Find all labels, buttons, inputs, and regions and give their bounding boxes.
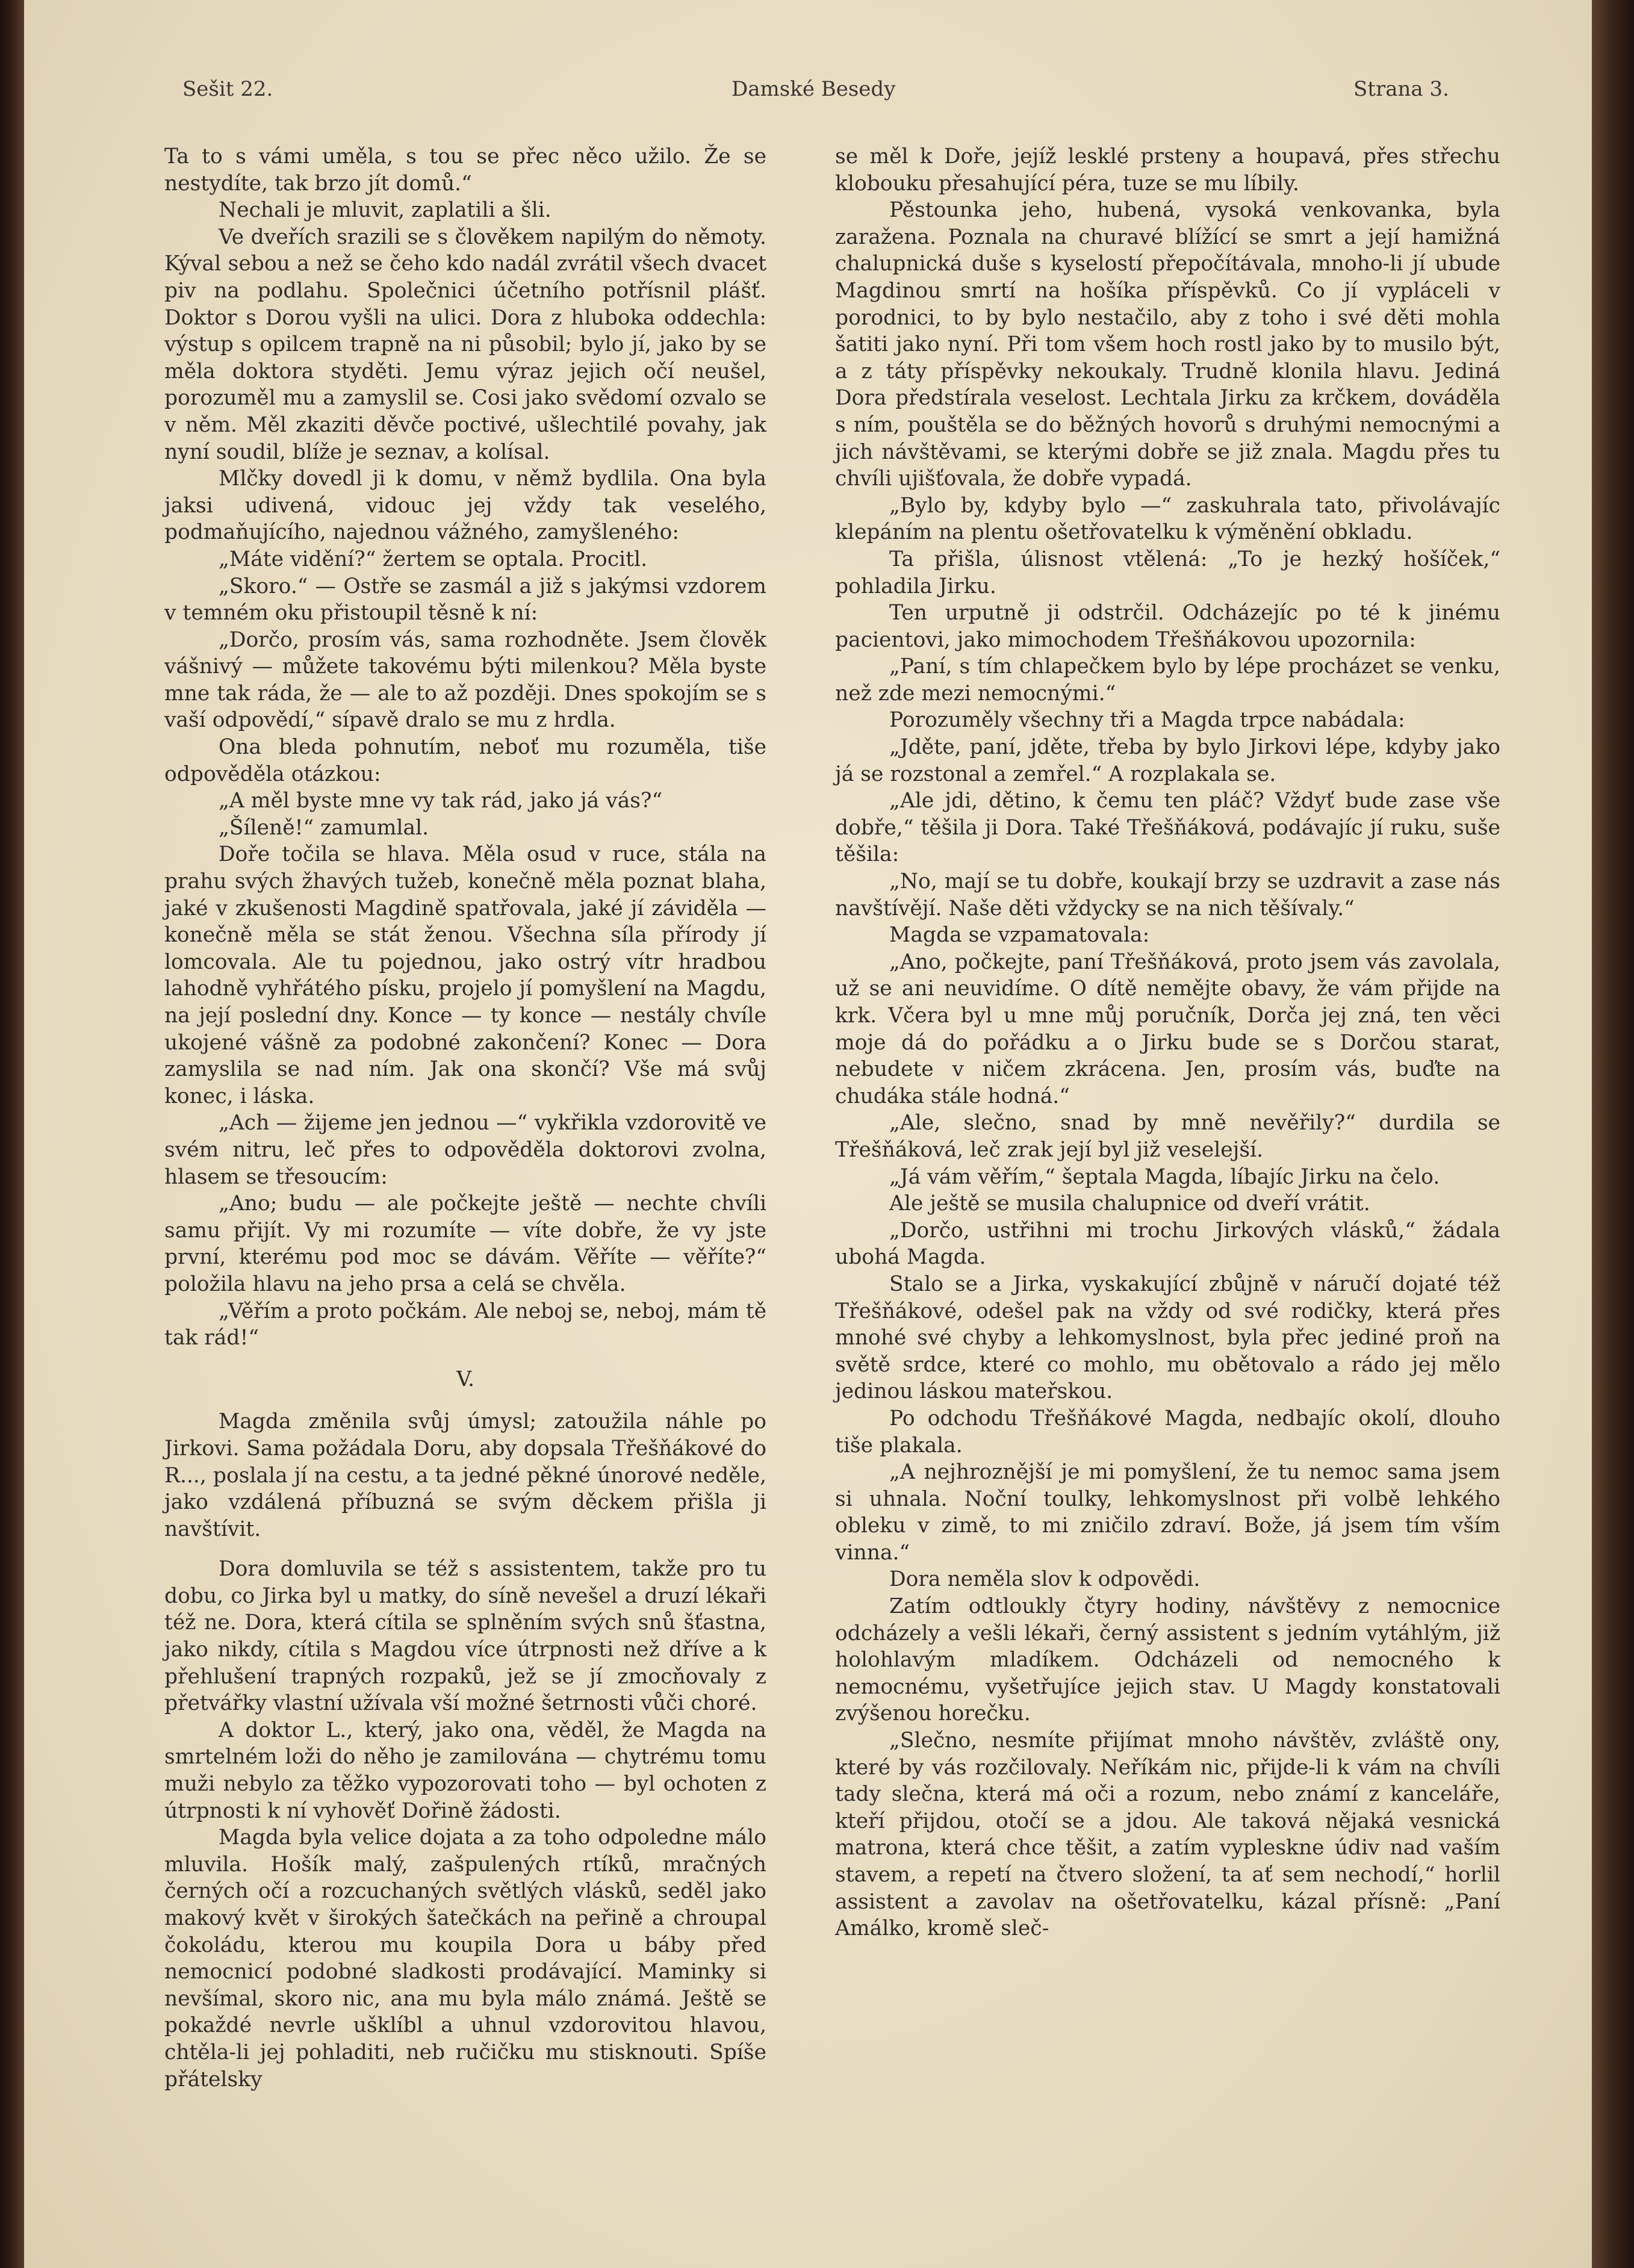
paragraph: „Ach — žijeme jen jednou —“ vykřikla vzdorovitě ve svém nitru, leč přes to odpověděla doktorovi zvolna, hlasem se třesoucím: [164,1111,766,1189]
right-column [835,143,1500,1942]
paragraph: Pěstounka jeho, hubená, vysoká venkovanka, byla zaražena. Poznala na churavé blížící se smrt a její hamižná chalupnická duše s kyselostí přepočítávala, mnoho-li jí ubude Magdinou smrtí na hošíka příspěvků. Co jí vypláceli v porodnici, to by bylo nestačilo, aby z toho i své děti mohla šatiti jako nyní. Při tom všem hoch rostl jako by to musilo být, a z táty příspěvky nekoukaly. Trudně klonila hlavu. Jediná Dora předstírala veselost. Lechtala Jirku za krčkem, dováděla s ním, pouštěla se do běžných hovorů s druhými nemocnými a jich návštěvami, se kterými dobře se již znala. Magdu přes tu chvíli ujišťovala, že dobře vypadá. [835,198,1500,491]
paragraph: „Dorčo, prosím vás, sama rozhodněte. Jsem člověk vášnivý — můžete takovému býti milenkou? Měla byste mne tak ráda, že — ale to až později. Dnes spokojím se s vaší odpovědí,“ sípavě dralo se mu z hrdla. [164,627,766,733]
paragraph: Ale ještě se musila chalupnice od dveří vrátit. [889,1191,1370,1216]
page-number: Strana 3. [1353,77,1449,101]
paragraph: Porozuměly všechny tři a Magda trpce nabádala: [889,708,1405,733]
paragraph: Ta přišla, úlisnost vtělená: „To je hezký hošíček,“ pohladila Jirku. [835,547,1500,598]
paragraph: Magda byla velice dojata a za toho odpoledne málo mluvila. Hošík malý, zašpulených rtíků, mračných černých očí a rozcuchaných světlých vlásků, seděl jako makový květ v širokých šatečkách na peřině a chroupal čokoládu, kterou mu koupila Dora u báby před nemocnicí podobné sladkosti prodávající. Maminky si nevšímal, skoro nic, ana mu byla málo známá. Ještě se pokaždé nevrle ušklíbl a uhnul vzdorovitou hlavou, chtěla-li jej pohladiti, neb ručičku mu stisknouti. Spíše přátelsky [164,1825,766,2092]
paragraph: Magda změnila svůj úmysl; zatoužila náhle po Jirkovi. Sama požádala Doru, aby dopsala Třešňákové do R..., poslala jí na cestu, a ta jedné pěkné únorové neděle, jako vzdálená příbuzná se svým děckem přišla ji navštívit. [164,1409,766,1541]
paragraph: se měl k Doře, jejíž lesklé prsteny a houpavá, přes střechu klobouku přesahující péra, tuze se mu líbily. [835,144,1500,196]
magazine-title: Damské Besedy [732,77,896,101]
paragraph: Po odchodu Třešňákové Magda, nedbajíc okolí, dlouho tiše plakala. [835,1406,1500,1458]
paragraph: Zatím odtloukly čtyry hodiny, návštěvy z nemocnice odcházely a vešli lékaři, černý assistent s jedním vytáhlým, již holohlavým mladíkem. Odcházeli od nemocného k nemocnému, vyšetřujíce jejich stav. U Magdy konstatovali zvýšenou horečku. [835,1594,1500,1726]
paragraph: „Věřím a proto počkám. Ale neboj se, neboj, mám tě tak rád!“ [164,1299,766,1350]
page [24,0,1592,2268]
paragraph: „Ano; budu — ale počkejte ještě — nechte chvíli samu přijít. Vy mi rozumíte — víte dobře, že vy jste první, kterému pod moc se dávám. Věříte — věříte?“ položila hlavu na jeho prsa a celá se chvěla. [164,1191,766,1296]
paragraph: „Ale, slečno, snad by mně nevěřily?“ durdila se Třešňáková, leč zrak její byl již veselejší. [835,1111,1500,1162]
paragraph: A doktor L., který, jako ona, věděl, že Magda na smrtelném loži do něho je zamilována — chytrému tomu muži nebylo za těžko vypozorovati toho — byl ochoten z útrpnosti k ní vyhověť Dořině žádosti. [164,1718,766,1823]
paragraph: Dora domluvila se též s assistentem, takže pro tu dobu, co Jirka byl u matky, do síně nevešel a druzí lékaři též ne. Dora, která cítila se splněním svých snů šťastna, jako nikdy, cítila s Magdou více útrpnosti než dříve a k přehlušení trapných rozpaků, jež se jí zmocňovaly z přetvářky vlastní užívala vší možné šetrnosti vůči choré. [164,1557,766,1716]
paragraph: Magda se vzpamatovala: [889,923,1150,948]
paragraph: Ve dveřích srazili se s člověkem napilým do němoty. Kýval sebou a než se čeho kdo nadál zvrátil všech dvacet piv na podlahu. Společnici účetního potřísnil plášť. Doktor s Dorou vyšli na ulici. Dora z hluboka oddechla: výstup s opilcem trapně na ni působil; bylo jí, jako by se měla doktora styděti. Jemu výraz jejich očí neušel, porozuměl mu a zamyslil se. Cosi jako svědomí ozvalo se v něm. Měl zkaziti děvče poctivé, ušlechtilé povahy, jak nyní soudil, blíže je seznav, a kolísal. [164,225,766,464]
paragraph: Doře točila se hlava. Měla osud v ruce, stála na prahu svých žhavých tužeb, konečně měla poznat blaha, jaké v zkušenosti Magdině spatřovala, jaké jí záviděla — konečně měla se stát ženou. Všechna síla přírody jí lomcovala. Ale tu pojednou, jako ostrý vítr hradbou lahodně vyhřátého písku, projelo jí pomyšlení na Magdu, na její poslední dny. Konce — ty konce — nestály chvíle ukojené vášně za podobné zakončení? Konec — Dora zamyslila se nad ním. Jak ona skončí? Vše má svůj konec, i láska. [164,842,766,1108]
paragraph: „Jděte, paní, jděte, třeba by bylo Jirkovi lépe, kdyby jako já se rozstonal a zemřel.“ A rozplakala se. [835,735,1500,786]
paragraph: Dora neměla slov k odpovědi. [889,1567,1201,1592]
paragraph: „Ale jdi, dětino, k čemu ten pláč? Vždyť bude zase vše dobře,“ těšila ji Dora. Také Třešňáková, podávajíc jí ruku, suše těšila: [835,789,1500,867]
paragraph: Ten urputně ji odstrčil. Odcházejíc po té k jinému pacientovi, jako mimochodem Třešňákovou upozornila: [835,601,1500,652]
paragraph: „Paní, s tím chlapečkem bylo by lépe procházet se venku, než zde mezi nemocnými.“ [835,654,1500,706]
running-header [24,77,1592,113]
paragraph: „Já vám věřím,“ šeptala Magda, líbajíc Jirku na čelo. [889,1164,1440,1189]
paragraph: „No, mají se tu dobře, koukají brzy se uzdravit a zase nás navštívějí. Naše děti vždycky se na nich těšívaly.“ [835,869,1500,921]
paragraph: Ona bleda pohnutím, neboť mu rozuměla, tiše odpověděla otázkou: [164,735,766,786]
paragraph: „Šíleně!“ zamumlal. [219,815,429,840]
paragraph: „Máte vidění?“ žertem se optala. Procitl. [219,547,648,571]
book-binding [0,0,24,2268]
chapter-heading: V. [456,1367,474,1391]
paragraph: Nechali je mluvit, zaplatili a šli. [219,198,551,223]
paragraph: Ta to s vámi uměla, s tou se přec něco užilo. Že se nestydíte, tak brzo jít domů.“ [164,144,766,196]
paragraph: „A měl byste mne vy tak rád, jako já vás?“ [219,789,663,813]
paragraph: „Slečno, nesmíte přijímat mnoho návštěv, zvláště ony, které by vás rozčilovaly. Neříkám nic, přijde-li k vám na chvíli tady slečna, která má oči a rozum, nebo známí z kanceláře, kteří přijdou, otočí se a jdou. Ale taková nějaká vesnická matrona, která chce těšit, a zatím vypleskne údiv nad vaším stavem, a repetí na čtvero složení, ta ať sem nechodí,“ horlil assistent a zavolav na ošetřovatelku, kázal přísně: „Paní Amálko, kromě sleč- [835,1729,1500,1941]
left-column [164,143,766,2093]
paragraph: „Dorčo, ustřihni mi trochu Jirkových vlásků,“ žádala ubohá Magda. [835,1218,1500,1270]
issue-number: Sešit 22. [182,77,273,101]
paragraph: „Ano, počkejte, paní Třešňáková, proto jsem vás zavolala, už se ani neuvidíme. O dítě nemějte obavy, že vám přijde na krk. Včera byl u mne můj poručník, Dorča jej zná, ten věci moje dá do pořádku a o Jirku bude se s Dorčou starat, nebudete v ničem zkrácena. Jen, prosím vás, buďte na chudáka stále hodná.“ [835,949,1500,1108]
paragraph: „Bylo by, kdyby bylo —“ zaskuhrala tato, přivolávajíc klepáním na plentu ošetřovatelku k výměnění obkladu. [835,493,1500,545]
paragraph: Stalo se a Jirka, vyskakující zbůjně v náručí dojaté též Třešňákové, odešel pak na vždy od své rodičky, která přes mnohé své chyby a lehkomyslnost, byla přec jediné proň na světě srdce, které co mohlo, mu obětovalo a rádo jej mělo jedinou láskou mateřskou. [835,1272,1500,1404]
paragraph: Mlčky dovedl ji k domu, v němž bydlila. Ona byla jaksi udivená, vidouc jej vždy tak veselého, podmaňujícího, najednou vážného, zamyšleného: [164,467,766,545]
page-edge [1592,0,1634,2268]
paragraph: „Skoro.“ — Ostře se zasmál a již s jakýmsi vzdorem v temném oku přistoupil těsně k ní: [164,574,766,626]
paragraph: „A nejhroznější je mi pomyšlení, že tu nemoc sama jsem si uhnala. Noční toulky, lehkomyslnost při volbě lehkého obleku v zimě, to mi zničilo zdraví. Bože, já jsem tím vším vinna.“ [835,1460,1500,1565]
